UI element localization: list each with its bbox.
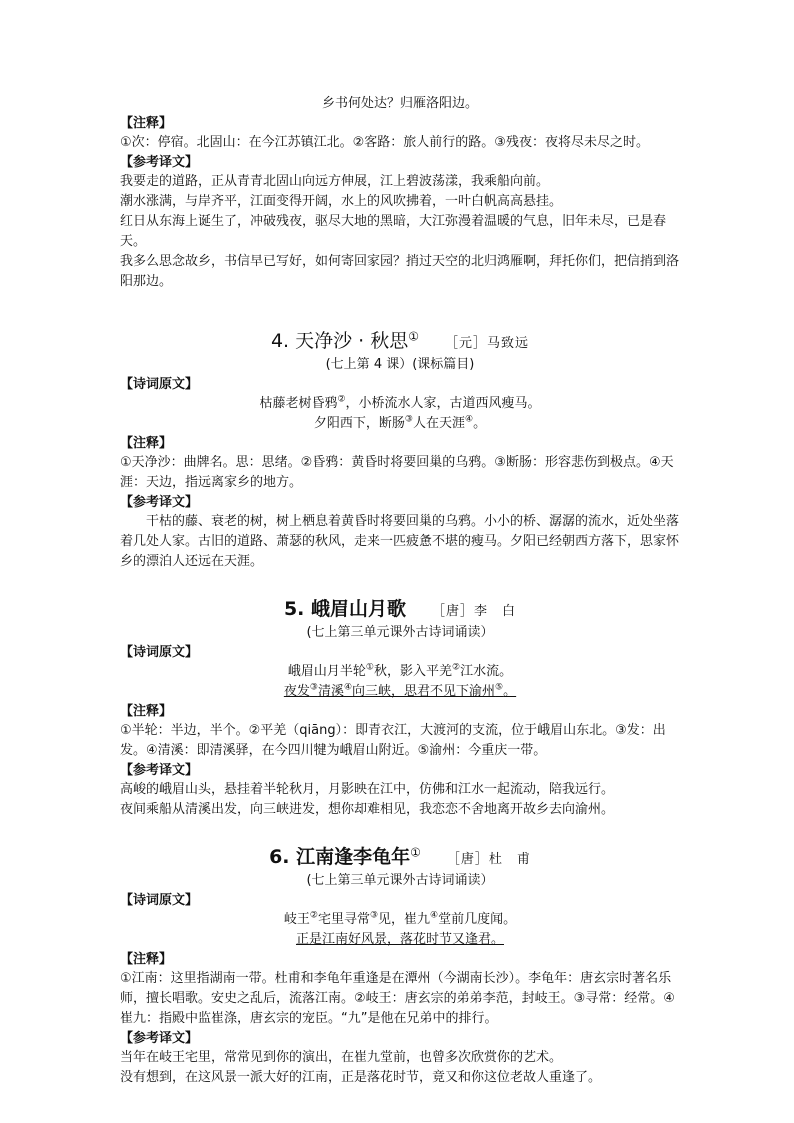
original-text-heading: 【诗词原文】 bbox=[120, 645, 199, 660]
translation-heading: 【参考译文】 bbox=[120, 495, 199, 510]
translation-heading: 【参考译文】 bbox=[120, 155, 199, 170]
section-5-title: 5. 峨眉山月歌 ［唐］李 白 bbox=[283, 598, 517, 620]
translation-line: 红日从东海上诞生了，冲破残夜，驱尽大地的黑暗，大江弥漫着温暖的气息，旧年未尽，已是春天。 bbox=[120, 214, 667, 249]
notes-text: ①次：停宿。北固山：在今江苏镇江北。②客路：旅人前行的路。③残夜：夜将尽未尽之时。 bbox=[120, 135, 649, 150]
notes-text: ①半轮：半边，半个。②平羌（qiāng）：即青衣江，大渡河的支流，位于峨眉山东北。③发：出发。④清溪：即清溪驿，在今四川犍为峨眉山附近。⑤渝州：今重庆一带。 bbox=[120, 723, 666, 758]
original-text-heading: 【诗词原文】 bbox=[120, 377, 199, 392]
section-6-title: 6. 江南逢李龟年① ［唐］杜 甫 bbox=[269, 845, 531, 868]
poem-line: 岐王②宅里寻常③见，崔九④堂前几度闻。 bbox=[283, 910, 517, 927]
translation-line: 当年在岐王宅里，常常见到你的演出，在崔九堂前，也曾多次欣赏你的艺术。 bbox=[120, 1050, 563, 1065]
notes-heading: 【注释】 bbox=[120, 116, 173, 131]
poem-line: 枯藤老树昏鸦②，小桥流水人家，古道西风瘦马。 bbox=[259, 394, 541, 411]
translation-line: 潮水涨满，与岸齐平，江面变得开阔，水上的风吹拂着，一叶白帆高高悬挂。 bbox=[120, 194, 563, 209]
translation-heading: 【参考译文】 bbox=[120, 1031, 199, 1046]
author: ［唐］李 白 bbox=[432, 604, 517, 619]
translation-line: 我多么思念故乡，书信早已写好，如何寄回家园？捎过天空的北归鸿雁啊，拜托你们，把信捎到洛阳那边。 bbox=[120, 254, 680, 289]
original-text-heading: 【诗词原文】 bbox=[120, 893, 199, 908]
poem-line: 正是江南好风景，落花时节又逢君。 bbox=[295, 932, 504, 947]
poem-line: 夕阳西下，断肠③人在天涯④。 bbox=[313, 414, 487, 431]
poem-last-line: 乡书何处达？归雁洛阳边。 bbox=[321, 96, 478, 111]
translation-text: 干枯的藤、衰老的树，树上栖息着黄昏时将要回巢的乌鸦。小小的桥、潺潺的流水，近处坐落着几处人家。古旧的道路、萧瑟的秋风，走来一匹疲惫不堪的瘦马。夕阳已经朝西方落下，思家怀乡的漂泊人还远在天涯。 bbox=[120, 514, 680, 569]
notes-heading: 【注释】 bbox=[120, 436, 173, 451]
notes-text: ①天净沙：曲牌名。思：思绪。②昏鸦：黄昏时将要回巢的乌鸦。③断肠：形容悲伤到极点。④天涯：天边，指远离家乡的地方。 bbox=[120, 455, 674, 490]
translation-line: 高峻的峨眉山头，悬挂着半轮秋月，月影映在江中，仿佛和江水一起流动，陪我远行。 bbox=[120, 782, 615, 797]
translation-line: 我要走的道路，正从青青北固山向远方伸展，江上碧波荡漾，我乘船向前。 bbox=[120, 174, 550, 189]
notes-heading: 【注释】 bbox=[120, 704, 173, 719]
poem-line: 峨眉山月半轮①秋，影入平羌②江水流。 bbox=[287, 662, 513, 679]
translation-line: 没有想到，在这风景一派大好的江南，正是落花时节，竟又和你这位老故人重逢了。 bbox=[120, 1070, 602, 1085]
author: ［元］马致远 bbox=[445, 336, 530, 351]
section-subtitle: (七上第 4 课）(课标篇目) bbox=[325, 357, 475, 372]
poem-line: 夜发③清溪④向三峡，思君不见下渝州⑤。 bbox=[283, 682, 517, 699]
translation-heading: 【参考译文】 bbox=[120, 763, 199, 778]
section-subtitle: (七上第三单元课外古诗词诵读） bbox=[306, 873, 494, 888]
notes-text: ①江南：这里指湖南一带。杜甫和李龟年重逢是在潭州（今湖南长沙）。李龟年：唐玄宗时著名乐师，擅长唱歌。安史之乱后，流落江南。②岐王：唐玄宗的弟弟李范，封岐王。③寻常：经常。④崔九：指殿中监崔涤，唐玄宗的宠臣。“九”是他在兄弟中的排行。 bbox=[120, 971, 675, 1026]
notes-heading: 【注释】 bbox=[120, 952, 173, 967]
translation-line: 夜间乘船从清溪出发，向三峡进发，想你却难相见，我恋恋不舍地离开故乡去向渝州。 bbox=[120, 802, 615, 817]
document-page bbox=[120, 94, 680, 1088]
section-subtitle: (七上第三单元课外古诗词诵读） bbox=[306, 625, 494, 640]
section-4-title: 4. 天净沙 · 秋思① ［元］马致远 bbox=[270, 329, 530, 352]
author: ［唐］杜 甫 bbox=[446, 852, 531, 867]
